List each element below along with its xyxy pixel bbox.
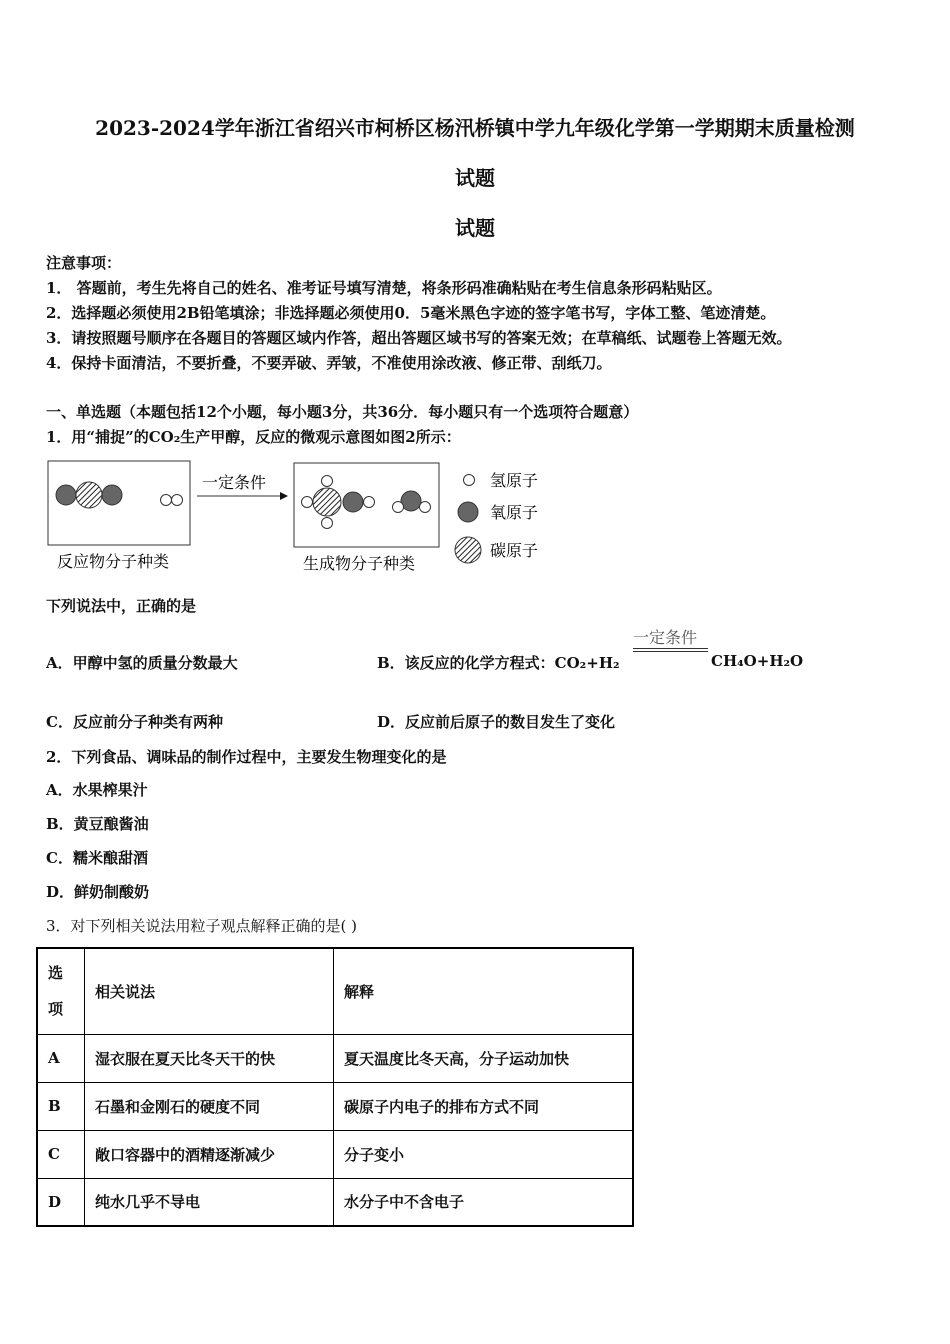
- reaction-diagram: [0, 455, 600, 585]
- row-option: C: [37, 1130, 85, 1178]
- table-row: [37, 1082, 633, 1130]
- note-item: 2．选择题必须使用2B铅笔填涂；非选择题必须使用0．5毫米黑色字迹的签字笔书写，字体工整、笔迹清楚。: [46, 304, 776, 322]
- header-option: 选 项: [37, 948, 85, 1034]
- row-option: B: [37, 1082, 85, 1130]
- row-explanation: 碳原子内电子的排布方式不同: [334, 1082, 634, 1130]
- notes-heading: 注意事项：: [46, 254, 122, 272]
- legend-hydrogen: 氢原子: [490, 471, 539, 490]
- q3-table: [36, 947, 634, 1227]
- note-item: 4．保持卡面清洁，不要折叠，不要弄破、弄皱，不准使用涂改液、修正带、刮纸刀。: [46, 354, 612, 372]
- q1-stem: 1．用“捕捉”的CO₂生产甲醇，反应的微观示意图如图2所示：: [46, 428, 461, 446]
- row-statement: 湿衣服在夏天比冬天干的快: [85, 1034, 334, 1082]
- arrow-condition: 一定条件: [202, 473, 267, 492]
- methanol-molecule: [302, 476, 375, 529]
- note-item: 3．请按照题号顺序在各题目的答题区域内作答，超出答题区域书写的答案无效；在草稿纸、试题卷上答题无效。: [46, 329, 792, 347]
- oxygen-atom-icon: [458, 502, 478, 522]
- title-line-3: 试题: [455, 216, 495, 240]
- table-header-row: [37, 948, 633, 1034]
- equation-line: [633, 648, 708, 649]
- q1-option-c: C．反应前分子种类有两种: [46, 713, 223, 731]
- h2-molecule: [161, 495, 183, 506]
- legend-oxygen: 氧原子: [490, 503, 539, 522]
- q2-option: C．糯米酿甜酒: [46, 849, 148, 867]
- q1-option-b-product: CH₄O+H₂O: [711, 652, 804, 670]
- row-explanation: 分子变小: [334, 1130, 634, 1178]
- q1-option-b: B．该反应的化学方程式：CO₂+H₂: [377, 654, 620, 672]
- equation-line: [633, 651, 708, 652]
- table-row: [37, 1034, 633, 1082]
- arrow-head-icon: [280, 492, 288, 500]
- row-statement: 敞口容器中的酒精逐渐减少: [85, 1130, 334, 1178]
- section-heading: 一、单选题（本题包括12个小题，每小题3分，共36分．每小题只有一个选项符合题意）: [46, 403, 639, 421]
- q1-option-d: D．反应前后原子的数目发生了变化: [377, 713, 616, 731]
- row-option: A: [37, 1034, 85, 1082]
- header-statement: 相关说法: [85, 948, 334, 1034]
- title-line-2: 试题: [455, 166, 495, 190]
- reactant-label: 反应物分子种类: [57, 552, 170, 571]
- row-explanation: 夏天温度比冬天高，分子运动加快: [334, 1034, 634, 1082]
- row-explanation: 水分子中不含电子: [334, 1178, 634, 1226]
- table-row: [37, 1130, 633, 1178]
- hydrogen-atom-icon: [464, 475, 475, 486]
- row-statement: 石墨和金刚石的硬度不同: [85, 1082, 334, 1130]
- q3-stem: 3．对下列相关说法用粒子观点解释正确的是( ): [46, 917, 358, 935]
- q2-option: B．黄豆酿酱油: [46, 815, 149, 833]
- equation-condition: 一定条件: [633, 628, 698, 647]
- table-row: [37, 1178, 633, 1226]
- legend-carbon: 碳原子: [490, 541, 539, 560]
- row-statement: 纯水几乎不导电: [85, 1178, 334, 1226]
- q2-option: D．鲜奶制酸奶: [46, 883, 150, 901]
- water-molecule: [393, 491, 431, 513]
- q1-option-a: A．甲醇中氢的质量分数最大: [46, 654, 238, 672]
- carbon-atom-icon: [455, 537, 481, 563]
- note-item: 1． 答题前，考生先将自己的姓名、准考证号填写清楚，将条形码准确粘贴在考生信息条形码粘贴区。: [46, 279, 722, 297]
- q2-stem: 2．下列食品、调味品的制作过程中，主要发生物理变化的是: [46, 748, 447, 766]
- product-label: 生成物分子种类: [303, 554, 416, 573]
- q1-prompt: 下列说法中，正确的是: [46, 597, 197, 615]
- row-option: D: [37, 1178, 85, 1226]
- q2-option: A．水果榨果汁: [46, 781, 148, 799]
- co2-molecule: [56, 482, 122, 508]
- title-line-1: 2023-2024学年浙江省绍兴市柯桥区杨汛桥镇中学九年级化学第一学期期末质量检测: [95, 116, 855, 140]
- header-explanation: 解释: [334, 948, 634, 1034]
